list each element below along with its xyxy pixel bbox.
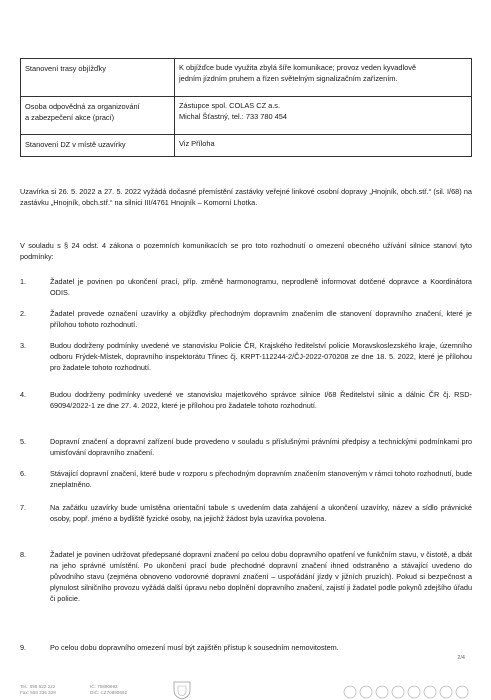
coat-of-arms-icon bbox=[168, 680, 196, 700]
table-row bbox=[21, 97, 472, 135]
table-row bbox=[21, 59, 472, 97]
item-text: Budou dodrženy podmínky uvedené ve stanovisku Policie ČR, Krajského ředitelství policie Moravskoslezského kraje, územního odboru Frýdek-Místek, dopravního inspektorátu Třinec čj. KRPT-112244-2/ČJ-2022-070208 ze dne 18. 5. 2022, které je přílohou pro žadatele tohoto rozhodnutí. bbox=[50, 341, 472, 372]
row-label: Stanovení trasy objížďky bbox=[21, 59, 175, 97]
info-table bbox=[20, 58, 472, 157]
item-number: 1. bbox=[20, 277, 27, 286]
row-label: Stanovení DZ v místě uzavírky bbox=[21, 135, 175, 157]
item-text: Budou dodrženy podmínky uvedené ve stanovisku majetkového správce silnice I/68 Ředitelství silnic a dálnic ČR čj. RSD-69094/2022-1 ze dne 27. 4. 2022, které je přílohou pro žadatele tohoto rozhodnutí. bbox=[50, 390, 472, 410]
lead-paragraph: V souladu s § 24 odst. 4 zákona o pozemních komunikacích se pro toto rozhodnutí o omezení obecného užívání silnice stanoví tyto podmínky: bbox=[20, 241, 472, 261]
row-label: Osoba odpovědná za organizování a zabezpečení akce (prací) bbox=[21, 97, 175, 135]
item-number: 4. bbox=[20, 390, 27, 399]
item-text: Žadatel je povinen udržovat předepsané dopravní značení po celou dobu dopravního opatření ve funkčním stavu, v čistotě, a dbát na jeho správné umístění. Po ukončení prací bude přechodné dopravní značení ihned odstraněno a stávající uvedeno do původního stavu (zejména obnoveno vodorovné dopravní značení – uspořádání jízdy v jižních pruzích). Pokud si bezpečnost a plynulost silničního provozu vyžádá další úpravu nebo doplnění dopravního značení, zajistí ji žadatel podle pokynů zdejšího úřadu či policie. bbox=[50, 550, 472, 603]
item-text: Žadatel je povinen po ukončení prací, příp. změně harmonogramu, neprodleně informovat dotčené dopravce a Koordinátora ODIS. bbox=[50, 277, 472, 297]
item-text: Stávající dopravní značení, které bude v rozporu s přechodným dopravním značením stanoveným v rámci tohoto rozhodnutí, bude zneplatněno. bbox=[50, 469, 472, 489]
row-value: Viz Příloha bbox=[175, 135, 472, 157]
item-number: 5. bbox=[20, 437, 27, 446]
item-text: Žadatel provede označení uzavírky a objížďky přechodným dopravním značením dle stanovení dopravního značení, které je přílohou tohoto rozhodnutí. bbox=[50, 309, 472, 329]
row-value: K objížďce bude využita zbylá šíře komunikace; provoz veden kyvadlově jedním jízdním pruhem a řízen světelným signalizačním zařízením. bbox=[175, 59, 472, 97]
item-number: 2. bbox=[20, 309, 27, 318]
table-row bbox=[21, 135, 472, 157]
item-text: Dopravní značení a dopravní zařízení bude provedeno v souladu s příslušnými právními předpisy a technickými podmínkami pro umisťování dopravního značení. bbox=[50, 437, 472, 457]
item-number: 9. bbox=[20, 643, 27, 652]
item-number: 8. bbox=[20, 550, 27, 559]
footer-contact-phone: Tel.: 595 622 222 Fax: 558 336 328 bbox=[20, 684, 56, 695]
row-value: Zástupce spol. COLAS CZ a.s. Michal Šťastný, tel.: 733 780 454 bbox=[175, 97, 472, 135]
page-number: 2/4 bbox=[457, 655, 465, 661]
item-number: 3. bbox=[20, 341, 27, 350]
item-text: Po celou dobu dopravního omezení musí být zajištěn přístup k sousedním nemovitostem. bbox=[50, 643, 339, 652]
footer-contact-ids: IČ: 70890692 DIČ: CZ70890692 bbox=[90, 684, 128, 695]
decorative-footer-graphic bbox=[340, 680, 470, 700]
item-number: 6. bbox=[20, 469, 27, 478]
intro-paragraph: Uzavírka si 26. 5. 2022 a 27. 5. 2022 vyžádá dočasné přemístění zastávky veřejné linkové osobní dopravy „Hnojník, obch.stř.“ (sil. I/68) na zastávku „Hnojník, obch.stř.“ na silnici III/4761 Hnojník – Komorní Lhotka. bbox=[20, 187, 472, 207]
item-number: 7. bbox=[20, 503, 27, 512]
item-text: Na začátku uzavírky bude umístěna orientační tabule s uvedením data zahájení a ukončení uzavírky, název a sídlo právnické osoby, popř. jméno a bydliště fyzické osoby, na jejichž žádost byla uzavírka povolena. bbox=[50, 503, 472, 523]
